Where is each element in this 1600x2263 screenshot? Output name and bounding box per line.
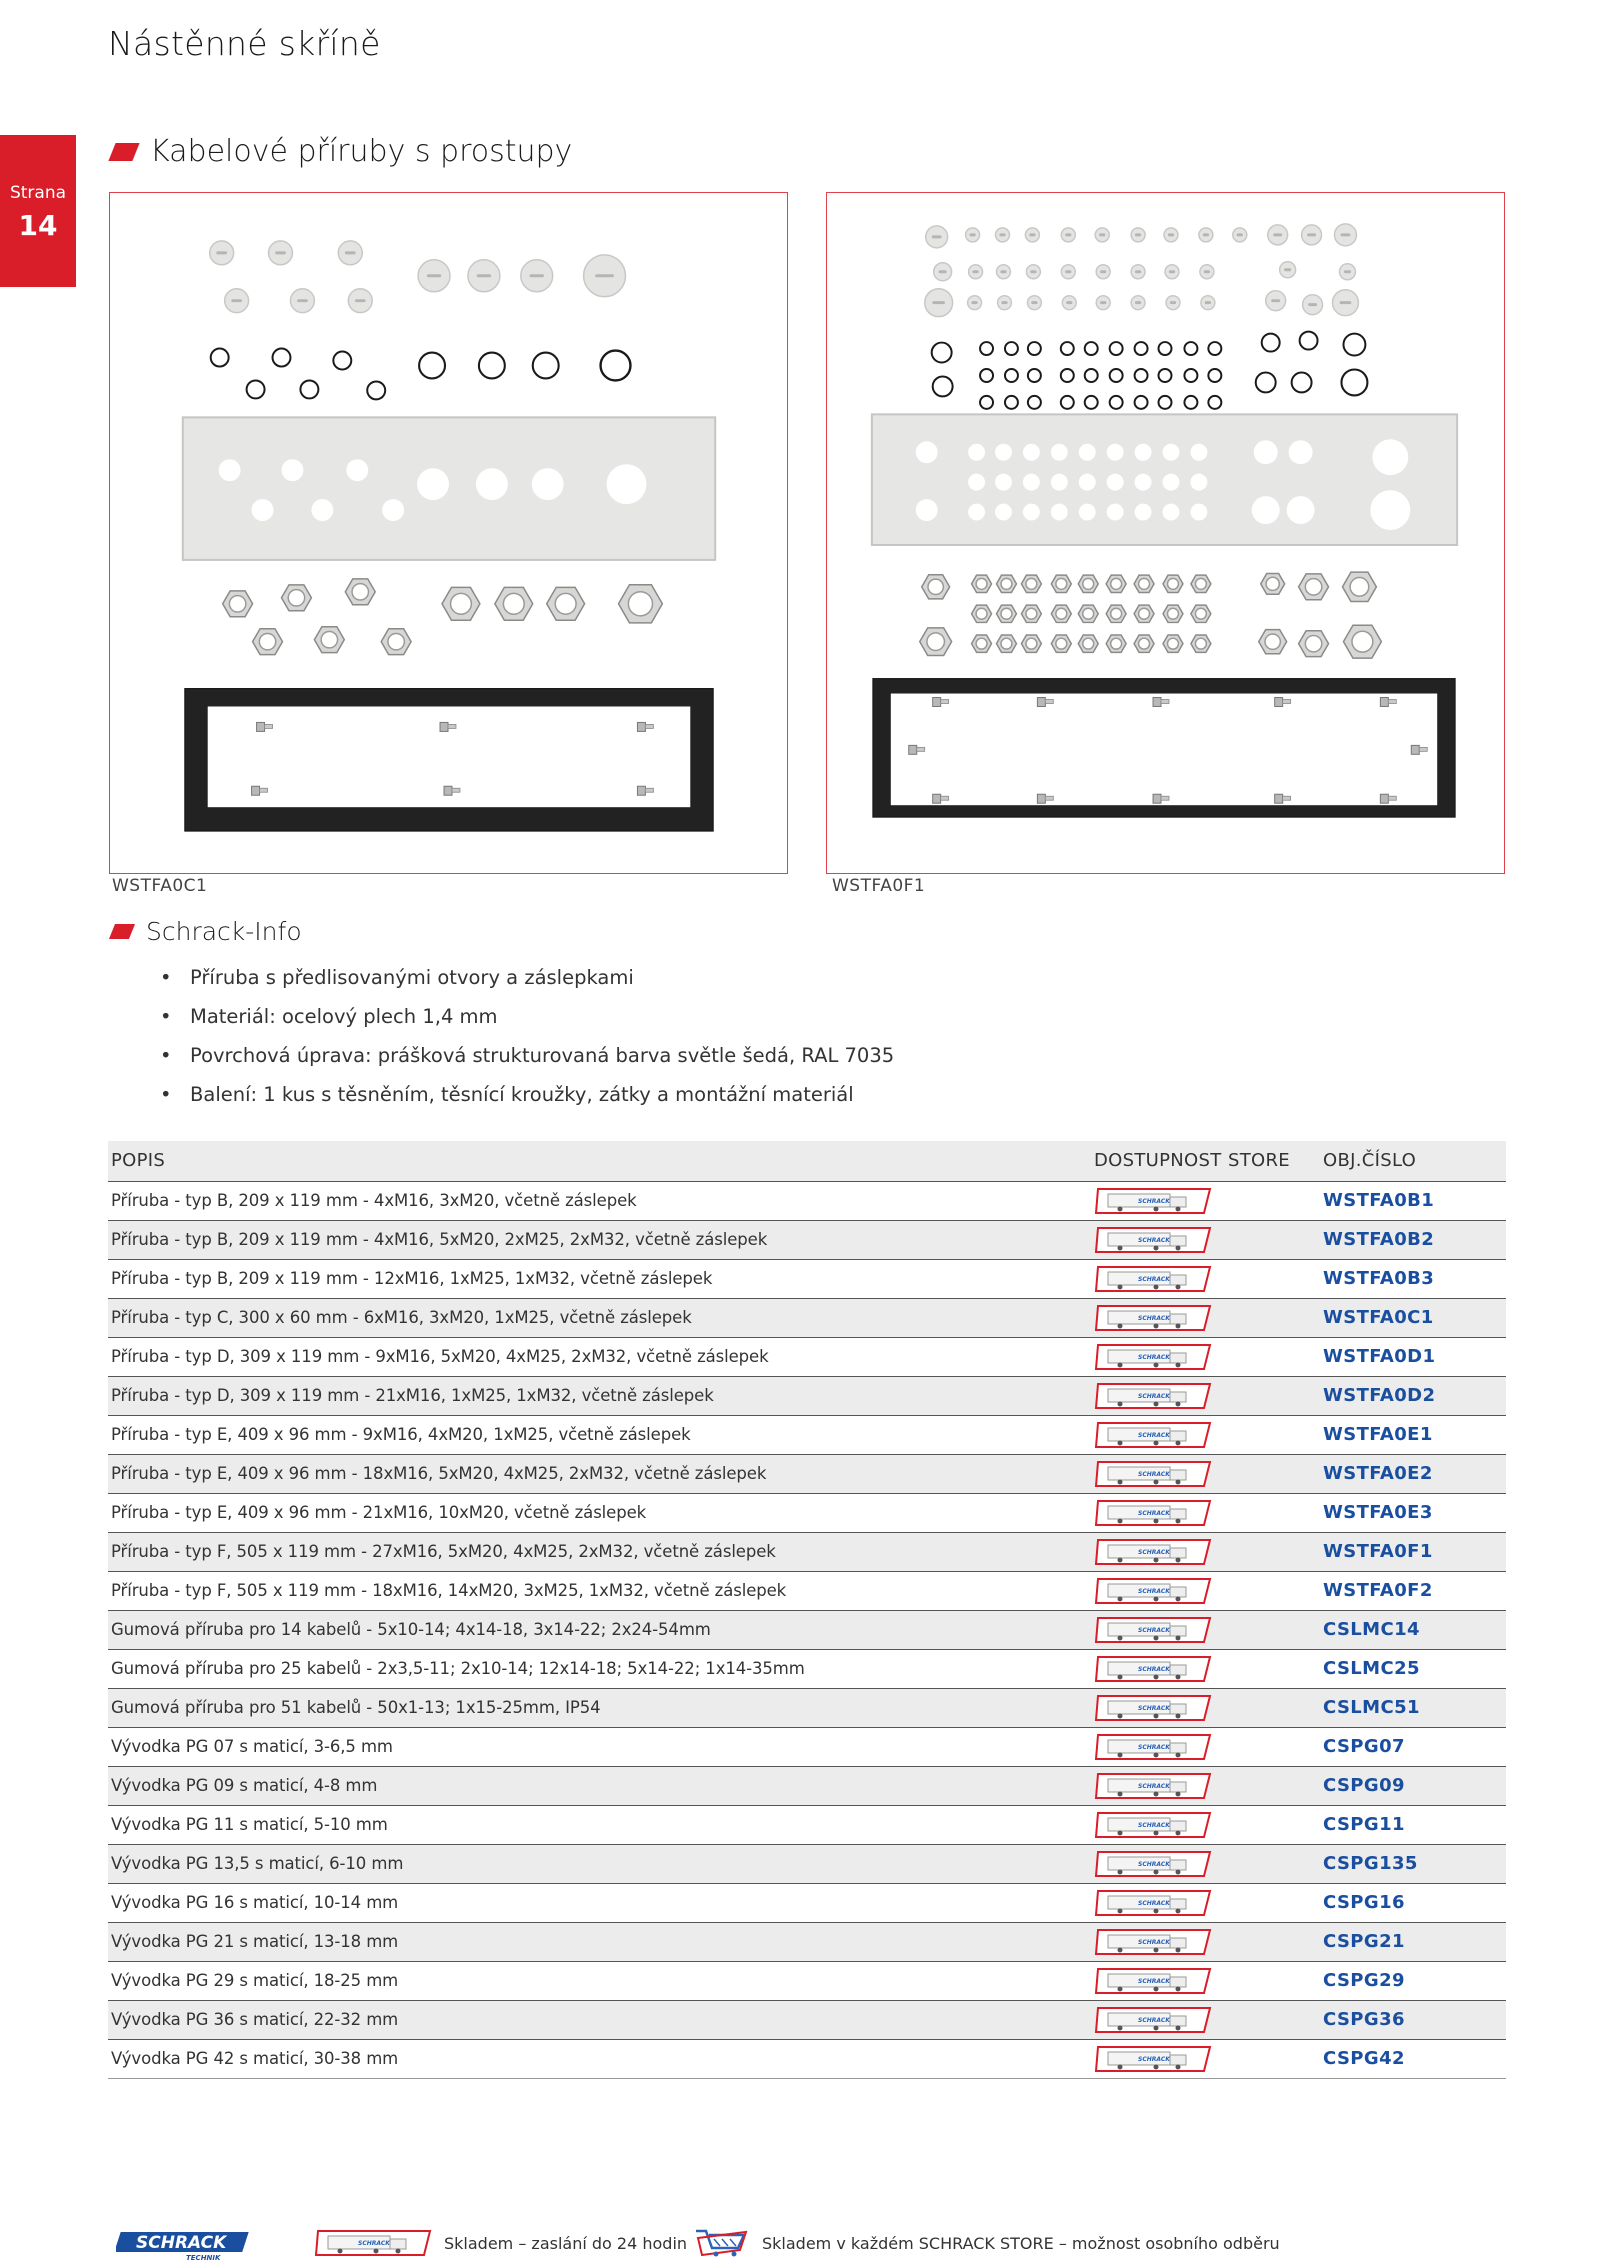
- svg-text:SCHRACK: SCHRACK: [1138, 1236, 1170, 1244]
- table-row: [108, 1181, 1506, 1220]
- store-cell: [1228, 1766, 1320, 1805]
- availability-cell: [1088, 1454, 1228, 1493]
- order-number-link[interactable]: CSPG36: [1320, 2000, 1506, 2039]
- table-row: [108, 1922, 1506, 1961]
- row-description: Příruba - typ C, 300 x 60 mm - 6xM16, 3xM20, 1xM25, včetně záslepek: [108, 1298, 1088, 1337]
- legend-delivery-text: Skladem – zaslání do 24 hodin: [444, 2233, 688, 2253]
- availability-cell: [1088, 1376, 1228, 1415]
- availability-cell: [1088, 1181, 1228, 1220]
- table-row: [108, 1493, 1506, 1532]
- availability-cell: [1088, 2000, 1228, 2039]
- order-number-link[interactable]: WSTFA0B2: [1320, 1220, 1506, 1259]
- store-cell: [1228, 1922, 1320, 1961]
- store-cell: [1228, 1688, 1320, 1727]
- page-label: Strana: [9, 183, 67, 203]
- table-header-row: [108, 1141, 1506, 1181]
- row-description: Vývodka PG 13,5 s maticí, 6-10 mm: [108, 1844, 1088, 1883]
- table-row: [108, 1649, 1506, 1688]
- svg-text:SCHRACK: SCHRACK: [1138, 1782, 1170, 1790]
- order-number-link[interactable]: WSTFA0E1: [1320, 1415, 1506, 1454]
- table-row: [108, 1376, 1506, 1415]
- availability-cell: [1088, 1805, 1228, 1844]
- table-row: [108, 1298, 1506, 1337]
- row-description: Vývodka PG 11 s maticí, 5-10 mm: [108, 1805, 1088, 1844]
- row-description: Vývodka PG 09 s maticí, 4-8 mm: [108, 1766, 1088, 1805]
- order-number-link[interactable]: WSTFA0B3: [1320, 1259, 1506, 1298]
- order-number-link[interactable]: CSPG11: [1320, 1805, 1506, 1844]
- availability-cell: [1088, 1961, 1228, 2000]
- row-description: Příruba - typ F, 505 x 119 mm - 27xM16, 5xM20, 4xM25, 2xM32, včetně záslepek: [108, 1532, 1088, 1571]
- svg-text:SCHRACK: SCHRACK: [1138, 1548, 1170, 1556]
- row-description: Příruba - typ E, 409 x 96 mm - 9xM16, 4xM20, 1xM25, včetně záslepek: [108, 1415, 1088, 1454]
- row-description: Příruba - typ D, 309 x 119 mm - 9xM16, 5xM20, 4xM25, 2xM32, včetně záslepek: [108, 1337, 1088, 1376]
- delivery-truck-icon: [1094, 1615, 1214, 1645]
- svg-text:SCHRACK: SCHRACK: [1138, 1938, 1170, 1946]
- legend-store: [692, 2228, 1280, 2258]
- availability-cell: [1088, 1727, 1228, 1766]
- delivery-truck-icon: [1094, 2005, 1214, 2035]
- footer: [108, 2228, 1508, 2263]
- delivery-truck-icon: [1094, 1732, 1214, 1762]
- info-bullet: • Balení: 1 kus s těsněním, těsnící kroužky, zátky a montážní materiál: [160, 1075, 894, 1114]
- store-cell: [1228, 1259, 1320, 1298]
- store-cell: [1228, 1298, 1320, 1337]
- delivery-truck-icon: [1094, 1888, 1214, 1918]
- product-image-left: [109, 192, 788, 874]
- row-description: Vývodka PG 29 s maticí, 18-25 mm: [108, 1961, 1088, 2000]
- table-row: [108, 1805, 1506, 1844]
- header-order-number: OBJ.ČÍSLO: [1320, 1141, 1506, 1181]
- svg-text:SCHRACK: SCHRACK: [1138, 1860, 1170, 1868]
- svg-text:SCHRACK: SCHRACK: [1138, 1197, 1170, 1205]
- store-cell: [1228, 2000, 1320, 2039]
- store-cell: [1228, 1571, 1320, 1610]
- store-cell: [1228, 2039, 1320, 2078]
- order-number-link[interactable]: WSTFA0D1: [1320, 1337, 1506, 1376]
- info-marker-icon: [109, 924, 135, 939]
- product-image-right: [826, 192, 1505, 874]
- row-description: Vývodka PG 21 s maticí, 13-18 mm: [108, 1922, 1088, 1961]
- store-cell: [1228, 1532, 1320, 1571]
- svg-text:SCHRACK: SCHRACK: [1138, 1353, 1170, 1361]
- row-description: Příruba - typ B, 209 x 119 mm - 4xM16, 3xM20, včetně záslepek: [108, 1181, 1088, 1220]
- row-description: Vývodka PG 07 s maticí, 3-6,5 mm: [108, 1727, 1088, 1766]
- row-description: Příruba - typ B, 209 x 119 mm - 12xM16, 1xM25, 1xM32, včetně záslepek: [108, 1259, 1088, 1298]
- info-bullet-list: [160, 958, 894, 1114]
- svg-text:TECHNIK: TECHNIK: [186, 2254, 221, 2262]
- info-title: Schrack-Info: [146, 917, 302, 946]
- svg-text:SCHRACK: SCHRACK: [1138, 1587, 1170, 1595]
- order-number-link[interactable]: CSLMC25: [1320, 1649, 1506, 1688]
- store-cell: [1228, 1649, 1320, 1688]
- store-cell: [1228, 1337, 1320, 1376]
- store-cell: [1228, 1493, 1320, 1532]
- availability-cell: [1088, 1844, 1228, 1883]
- svg-text:SCHRACK: SCHRACK: [1138, 1977, 1170, 1985]
- availability-cell: [1088, 1649, 1228, 1688]
- order-number-link[interactable]: CSPG21: [1320, 1922, 1506, 1961]
- row-description: Příruba - typ D, 309 x 119 mm - 21xM16, 1xM25, 1xM32, včetně záslepek: [108, 1376, 1088, 1415]
- availability-cell: [1088, 1493, 1228, 1532]
- store-cell: [1228, 1376, 1320, 1415]
- order-number-link[interactable]: CSPG07: [1320, 1727, 1506, 1766]
- info-bullet: • Povrchová úprava: prášková strukturovaná barva světle šedá, RAL 7035: [160, 1036, 894, 1075]
- store-cell: [1228, 1727, 1320, 1766]
- shopping-cart-icon: [692, 2228, 750, 2258]
- delivery-truck-icon: [1094, 1810, 1214, 1840]
- page-number-tab: [0, 135, 76, 287]
- availability-cell: [1088, 1688, 1228, 1727]
- availability-cell: [1088, 1610, 1228, 1649]
- order-number-link[interactable]: CSPG16: [1320, 1883, 1506, 1922]
- availability-cell: [1088, 1259, 1228, 1298]
- delivery-truck-icon: [314, 2228, 434, 2258]
- delivery-truck-icon: [1094, 1303, 1214, 1333]
- delivery-truck-icon: [1094, 1381, 1214, 1411]
- section-title: Kabelové příruby s prostupy: [150, 134, 573, 169]
- row-description: Příruba - typ B, 209 x 119 mm - 4xM16, 5xM20, 2xM25, 2xM32, včetně záslepek: [108, 1220, 1088, 1259]
- table-row: [108, 1727, 1506, 1766]
- delivery-truck-icon: [1094, 1186, 1214, 1216]
- section-heading: [112, 134, 572, 169]
- availability-cell: [1088, 1922, 1228, 1961]
- header-desc: POPIS: [108, 1141, 1088, 1181]
- svg-text:SCHRACK: SCHRACK: [358, 2240, 390, 2247]
- table-row: [108, 1454, 1506, 1493]
- availability-cell: [1088, 2039, 1228, 2078]
- row-description: Vývodka PG 36 s maticí, 22-32 mm: [108, 2000, 1088, 2039]
- row-description: Gumová příruba pro 51 kabelů - 50x1-13; 1x15-25mm, IP54: [108, 1688, 1088, 1727]
- svg-text:SCHRACK: SCHRACK: [1138, 2055, 1170, 2063]
- header-store: STORE: [1228, 1141, 1320, 1181]
- svg-text:SCHRACK: SCHRACK: [1138, 1626, 1170, 1634]
- table-row: [108, 1961, 1506, 2000]
- delivery-truck-icon: [1094, 1342, 1214, 1372]
- product-table: [108, 1141, 1506, 2079]
- delivery-truck-icon: [1094, 1537, 1214, 1567]
- table-row: [108, 1571, 1506, 1610]
- info-bullet: • Příruba s předlisovanými otvory a záslepkami: [160, 958, 894, 997]
- order-number-link[interactable]: WSTFA0C1: [1320, 1298, 1506, 1337]
- delivery-truck-icon: [1094, 1927, 1214, 1957]
- table-row: [108, 2039, 1506, 2078]
- order-number-link[interactable]: CSPG09: [1320, 1766, 1506, 1805]
- image-caption-right: WSTFA0F1: [832, 876, 926, 896]
- row-description: Příruba - typ E, 409 x 96 mm - 21xM16, 10xM20, včetně záslepek: [108, 1493, 1088, 1532]
- page-title: Nástěnné skříně: [108, 24, 381, 63]
- svg-text:SCHRACK: SCHRACK: [1138, 1509, 1170, 1517]
- delivery-truck-icon: [1094, 1966, 1214, 1996]
- table-row: [108, 1883, 1506, 1922]
- table-row: [108, 1610, 1506, 1649]
- table-row: [108, 2000, 1506, 2039]
- page-number: 14: [18, 209, 58, 242]
- availability-cell: [1088, 1766, 1228, 1805]
- row-description: Vývodka PG 16 s maticí, 10-14 mm: [108, 1883, 1088, 1922]
- table-row: [108, 1532, 1506, 1571]
- svg-text:SCHRACK: SCHRACK: [1138, 1899, 1170, 1907]
- legend-store-text: Skladem v každém SCHRACK STORE – možnost osobního odběru: [762, 2233, 1280, 2253]
- delivery-truck-icon: [1094, 1498, 1214, 1528]
- row-description: Příruba - typ F, 505 x 119 mm - 18xM16, 14xM20, 3xM25, 1xM32, včetně záslepek: [108, 1571, 1088, 1610]
- availability-cell: [1088, 1571, 1228, 1610]
- svg-text:SCHRACK: SCHRACK: [136, 2233, 227, 2253]
- row-description: Gumová příruba pro 14 kabelů - 5x10-14; 4x14-18, 3x14-22; 2x24-54mm: [108, 1610, 1088, 1649]
- table-row: [108, 1259, 1506, 1298]
- order-number-link[interactable]: CSLMC14: [1320, 1610, 1506, 1649]
- availability-cell: [1088, 1298, 1228, 1337]
- svg-text:SCHRACK: SCHRACK: [1138, 1470, 1170, 1478]
- table-row: [108, 1415, 1506, 1454]
- table-row: [108, 1220, 1506, 1259]
- order-number-link[interactable]: CSPG29: [1320, 1961, 1506, 2000]
- delivery-truck-icon: [1094, 1576, 1214, 1606]
- store-cell: [1228, 1805, 1320, 1844]
- info-heading: [112, 917, 302, 946]
- store-cell: [1228, 1415, 1320, 1454]
- row-description: Příruba - typ E, 409 x 96 mm - 18xM16, 5xM20, 4xM25, 2xM32, včetně záslepek: [108, 1454, 1088, 1493]
- table-row: [108, 1844, 1506, 1883]
- svg-text:SCHRACK: SCHRACK: [1138, 1314, 1170, 1322]
- svg-text:SCHRACK: SCHRACK: [1138, 2016, 1170, 2024]
- availability-cell: [1088, 1220, 1228, 1259]
- delivery-truck-icon: [1094, 1459, 1214, 1489]
- availability-cell: [1088, 1883, 1228, 1922]
- order-number-link[interactable]: WSTFA0F2: [1320, 1571, 1506, 1610]
- store-cell: [1228, 1883, 1320, 1922]
- legend-delivery: [314, 2228, 687, 2258]
- table-row: [108, 1337, 1506, 1376]
- row-description: Gumová příruba pro 25 kabelů - 2x3,5-11; 2x10-14; 12x14-18; 5x14-22; 1x14-35mm: [108, 1649, 1088, 1688]
- delivery-truck-icon: [1094, 1225, 1214, 1255]
- order-number-link[interactable]: CSPG42: [1320, 2039, 1506, 2078]
- delivery-truck-icon: [1094, 1771, 1214, 1801]
- order-number-link[interactable]: WSTFA0E3: [1320, 1493, 1506, 1532]
- delivery-truck-icon: [1094, 2044, 1214, 2074]
- schrack-logo: [116, 2228, 266, 2263]
- table-row: [108, 1766, 1506, 1805]
- availability-cell: [1088, 1337, 1228, 1376]
- store-cell: [1228, 1454, 1320, 1493]
- store-cell: [1228, 1610, 1320, 1649]
- store-cell: [1228, 1220, 1320, 1259]
- order-number-link[interactable]: WSTFA0B1: [1320, 1181, 1506, 1220]
- svg-text:SCHRACK: SCHRACK: [1138, 1821, 1170, 1829]
- delivery-truck-icon: [1094, 1849, 1214, 1879]
- svg-text:SCHRACK: SCHRACK: [1138, 1665, 1170, 1673]
- image-caption-left: WSTFA0C1: [112, 876, 208, 896]
- order-number-link[interactable]: WSTFA0D2: [1320, 1376, 1506, 1415]
- info-bullet: • Materiál: ocelový plech 1,4 mm: [160, 997, 894, 1036]
- store-cell: [1228, 1961, 1320, 2000]
- delivery-truck-icon: [1094, 1264, 1214, 1294]
- row-description: Vývodka PG 42 s maticí, 30-38 mm: [108, 2039, 1088, 2078]
- store-cell: [1228, 1181, 1320, 1220]
- section-marker-icon: [108, 143, 139, 161]
- svg-text:SCHRACK: SCHRACK: [1138, 1743, 1170, 1751]
- availability-cell: [1088, 1532, 1228, 1571]
- order-number-link[interactable]: CSPG135: [1320, 1844, 1506, 1883]
- svg-text:SCHRACK: SCHRACK: [1138, 1392, 1170, 1400]
- order-number-link[interactable]: CSLMC51: [1320, 1688, 1506, 1727]
- order-number-link[interactable]: WSTFA0E2: [1320, 1454, 1506, 1493]
- delivery-truck-icon: [1094, 1420, 1214, 1450]
- header-availability: DOSTUPNOST: [1088, 1141, 1228, 1181]
- svg-text:SCHRACK: SCHRACK: [1138, 1704, 1170, 1712]
- flange-kit-illustration-right: [827, 193, 1504, 873]
- availability-cell: [1088, 1415, 1228, 1454]
- svg-text:SCHRACK: SCHRACK: [1138, 1275, 1170, 1283]
- svg-text:SCHRACK: SCHRACK: [1138, 1431, 1170, 1439]
- delivery-truck-icon: [1094, 1693, 1214, 1723]
- order-number-link[interactable]: WSTFA0F1: [1320, 1532, 1506, 1571]
- table-row: [108, 1688, 1506, 1727]
- store-cell: [1228, 1844, 1320, 1883]
- delivery-truck-icon: [1094, 1654, 1214, 1684]
- flange-kit-illustration-left: [110, 193, 787, 873]
